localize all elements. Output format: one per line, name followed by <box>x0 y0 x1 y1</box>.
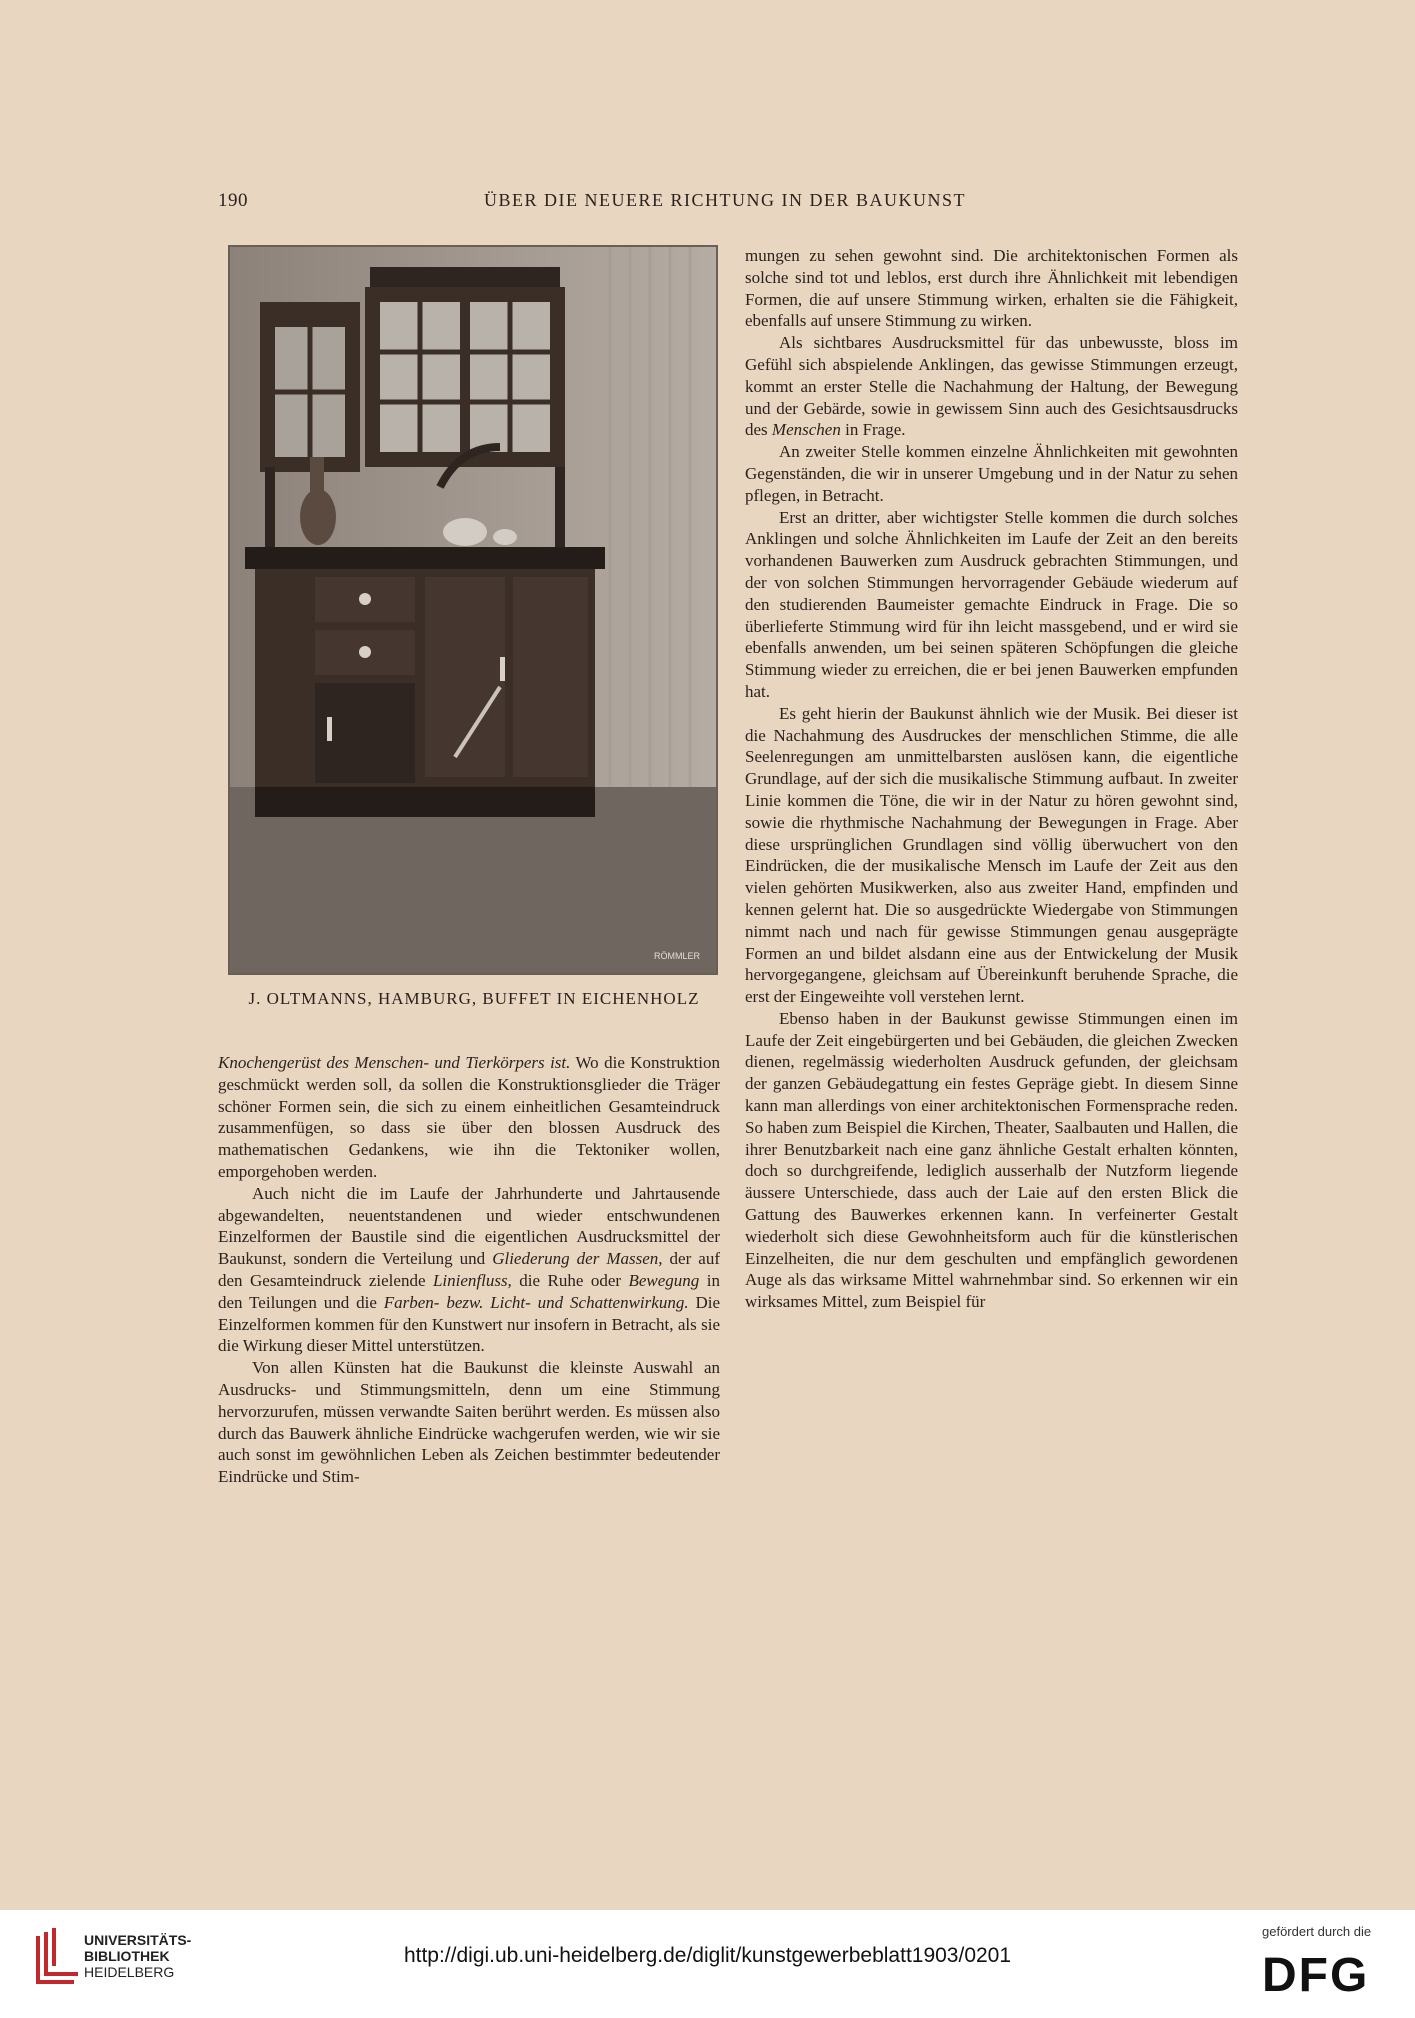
paragraph: Als sichtbares Ausdrucksmittel für das unbewusste, bloss im Gefühl sich abspielende Anklingen, das gewisse Stimmungen erzeugt, kommt an erster Stelle die Nachahmung der Haltung, der Bewegung und der Gebärde, sowie in gewissem Sinn auch des Gesichtsausdrucks des Menschen in Frage. <box>745 333 1238 440</box>
paragraph: Von allen Künsten hat die Baukunst die kleinste Auswahl an Ausdrucks- und Stimmungsmitteln, denn um eine Stimmung hervorzurufen, müssen verwandte Saiten berührt werden. Es müssen also durch das Bauwerk ähnliche Eindrücke wachgerufen werden, wie wir sie auch sonst im gewöhnlichen Leben als Zeichen bestimmter bedeutender Eindrücke und Stim- <box>218 1358 720 1487</box>
page-number: 190 <box>218 190 248 211</box>
paragraph: Auch nicht die im Laufe der Jahrhunderte und Jahrtausende abgewandelten, neuentstandenen und wieder entschwundenen Einzelformen der Baustile sind die eigentlichen Ausdrucksmittel der Baukunst, sondern die Verteilung und Gliederung der Massen, der auf den Gesamteindruck zielende Linienfluss, die Ruhe oder Bewegung in den Teilungen und die Farben- bezw. Licht- und Schattenwirkung. Die Einzelformen kommen für den Kunstwert nur insofern in Betracht, als sie die Wirkung dieser Mittel unterstützen. <box>218 1183 721 1356</box>
running-head: ÜBER DIE NEUERE RICHTUNG IN DER BAUKUNST <box>484 190 966 210</box>
buffet-photograph <box>228 245 718 975</box>
paragraph: Knochengerüst des Menschen- und Tierkörpers ist. Wo die Konstruktion geschmückt werden soll, da sollen die Konstruktionsglieder die Träger schöner Formen sein, die sich zu einem einheitlichen Gesamteindruck zusammenfügen, so dass sie über den blossen Ausdruck des mathematischen Gedankens, wie ihn die Tektoniker wollen, emporgehoben werden. <box>218 1053 720 1181</box>
paragraph: An zweiter Stelle kommen einzelne Ähnlichkeiten mit gewohnten Gegenständen, die wir in unserer Umgebung und in der Natur zu sehen pflegen, in Betracht. <box>745 442 1238 505</box>
source-url[interactable]: http://digi.ub.uni-heidelberg.de/diglit/kunstgewerbeblatt1903/0201 <box>403 1944 1012 1967</box>
paragraph: mungen zu sehen gewohnt sind. Die architektonischen Formen als solche sind tot und leblos, erst durch ihre Ähnlichkeit mit lebendigen Formen, die auf unsere Stimmung wirken, erhalten sie die Fähigkeit, ebenfalls auf unsere Stimmung zu wirken. <box>745 246 1238 331</box>
page-header <box>0 0 1415 1</box>
figure-caption: J. OLTMANNS, HAMBURG, BUFFET IN EICHENHOLZ <box>248 989 700 1008</box>
paragraph: Erst an dritter, aber wichtigster Stelle kommen die durch solches Anklingen und solche Ähnlichkeiten im Laufe der Zeit an den bereits vorhandenen Bauwerken zum Ausdruck gebrachten Stimmungen, und der von solchen Stimmungen hervorragender Gebäude wiederum auf den studierenden Baumeister gemachte Eindruck in Frage. Die so überlieferte Stimmung wird für ihn leicht massgebend, und er wird sie ebenfalls anwenden, um bei seinen späteren Schöpfungen die gleiche Stimmung wieder zu erreichen, die er bei jenen Bauwerken empfunden hat. <box>745 507 1238 701</box>
paragraph: Ebenso haben in der Baukunst gewisse Stimmungen einen im Laufe der Zeit eingebürgerten und bei Gebäuden, die gleichen Zwecken dienen, regelmässig wiederholten Ausdruck gefunden, der gleichsam der ganzen Gebäudegattung ein festes Gepräge giebt. In diesem Sinne kann man allerdings von einer architektonischen Formensprache reden. So haben zum Beispiel die Kirchen, Theater, Saalbauten und Hallen, die ihrer Benutzbarkeit nach eine ganz ähnliche Gestalt erhalten könnten, doch so durchgreifende, lediglich ausserhalb der Nutzform liegende äussere Unterschiede, dass auch der Laie auf den ersten Blick die Gattung des Bauwerkes erkennen kann. In verfeinerter Gestalt wiederholt sich diese Gewohnheitsform auch für die künstlerischen Einzelheiten, die nur dem geschulten und empfänglich gewordenen Auge als das wirksame Mittel wahrnehmbar sind. So erkennen wir ein wirksames Mittel, zum Beispiel für <box>745 1008 1238 1312</box>
dfg-logo: DFG <box>1262 1949 1370 2002</box>
paragraph: Es geht hierin der Baukunst ähnlich wie der Musik. Bei dieser ist die Nachahmung des Ausdruckes der menschlichen Stimme, die alle Seelenregungen am unmittelbarsten auslösen kann, die eigentliche Grundlage, auf der sich die musikalische Stimmung aufbaut. In zweiter Linie kommen die Töne, die wir in der Natur zu hören gewohnt sind, sowie die rhythmische Nachahmung der Bewegungen in Frage. Aber diese ursprünglichen Grundlagen sind völlig überwuchert von den Eindrücken, die der musikalische Mensch im Laufe der Zeit aus den vielen gehörten Musikwerken, also aus zweiter Hand, empfinden und kennen gelernt hat. Die so ausgedrückte Wiedergabe von Stimmungen nimmt nach und nach für gewisse Stimmungen genau ausgeprägte Formen an und bildet alsdann eine aus der Entwickelung der Musik hervorgegangene, gleichsam auf Übereinkunft beruhende Sprache, die erst der Eingeweihte voll verstehen lernt. <box>745 703 1238 1007</box>
digitization-footer <box>0 1910 1415 2018</box>
funding-text: gefördert durch die <box>1262 1924 1372 1939</box>
buffet-illustration <box>230 247 716 973</box>
left-column <box>218 1052 720 1488</box>
library-name: UNIVERSITÄTS- BIBLIOTHEK HEIDELBERG <box>84 1932 192 1980</box>
right-column <box>745 245 1238 1313</box>
photographer-signature: RÖMMLER <box>653 951 700 961</box>
